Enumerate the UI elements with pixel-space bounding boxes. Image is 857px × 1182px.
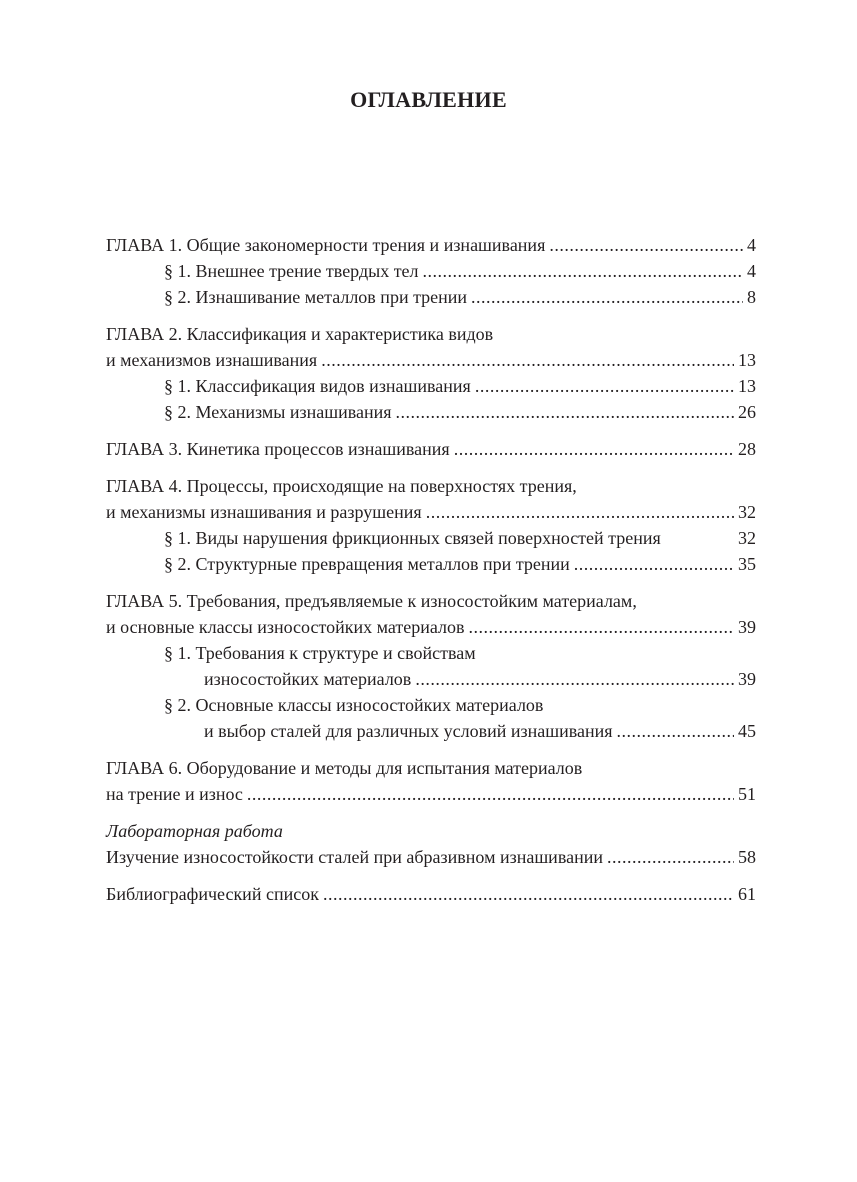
toc-entry-chapter-6[interactable]: [106, 781, 756, 807]
toc-entry-title-cont: износостойких материалов: [204, 669, 412, 689]
leader-dots: [469, 614, 734, 640]
leader-dots: [607, 844, 734, 870]
toc-page-number: 26: [738, 402, 756, 422]
toc-page-number: 28: [738, 439, 756, 459]
lab-label: Лабораторная работа: [106, 821, 283, 841]
toc-chapter-4: [106, 473, 756, 577]
toc-entry-title: § 2. Изнашивание металлов при трении: [164, 287, 468, 307]
toc-entry-section[interactable]: [106, 373, 756, 399]
toc-bibliography: [106, 881, 756, 907]
toc-entry-section[interactable]: [106, 399, 756, 425]
toc-entry-chapter-3[interactable]: [106, 436, 756, 462]
toc-entry-title: ГЛАВА 1. Общие закономерности трения и изнашивания: [106, 235, 546, 255]
toc-entry-title-cont: и выбор сталей для различных условий изнашивания: [204, 721, 613, 741]
toc-entry-chapter-2[interactable]: [106, 347, 756, 373]
toc-entry-bibliography[interactable]: [106, 881, 756, 907]
toc-page-number: 58: [738, 847, 756, 867]
toc-entry-section[interactable]: [106, 551, 756, 577]
leader-dots: [423, 258, 743, 284]
toc-page-number: 45: [738, 721, 756, 741]
toc-entry-title: § 1. Классификация видов изнашивания: [164, 376, 471, 396]
toc-entry-title: § 1. Виды нарушения фрикционных связей поверхностей трения: [164, 528, 661, 548]
toc-entry-title-cont: и основные классы износостойких материалов: [106, 617, 465, 637]
toc-entry-section[interactable]: [106, 284, 756, 310]
toc-chapter-3: [106, 436, 756, 462]
toc-entry-title: § 2. Структурные превращения металлов при трении: [164, 554, 570, 574]
toc-entry-section[interactable]: [106, 525, 756, 551]
toc-entry-title[interactable]: ГЛАВА 5. Требования, предъявляемые к износостойким материалам,: [106, 591, 637, 611]
leader-dots: [454, 436, 734, 462]
toc-page-number: 4: [747, 235, 756, 255]
toc-entry-title[interactable]: § 2. Основные классы износостойких материалов: [164, 695, 544, 715]
toc-page-number: 61: [738, 884, 756, 904]
leader-dots: [574, 551, 734, 577]
toc-page-number: 32: [738, 502, 756, 522]
toc-page-number: 13: [738, 376, 756, 396]
toc-entry-section[interactable]: [106, 666, 756, 692]
toc-page-number: 8: [747, 287, 756, 307]
toc-page-number: 39: [738, 669, 756, 689]
toc-entry-title: § 2. Механизмы изнашивания: [164, 402, 392, 422]
leader-dots: [323, 881, 734, 907]
toc-chapter-2: [106, 321, 756, 425]
leader-dots: [471, 284, 743, 310]
toc-entry-title[interactable]: ГЛАВА 4. Процессы, происходящие на поверхностях трения,: [106, 476, 577, 496]
leader-dots: [396, 399, 734, 425]
toc-chapter-5: [106, 588, 756, 744]
toc-entry-title[interactable]: ГЛАВА 6. Оборудование и методы для испытания материалов: [106, 758, 583, 778]
toc-entry-chapter-4[interactable]: [106, 499, 756, 525]
leader-dots: [549, 232, 743, 258]
toc-entry-title[interactable]: § 1. Требования к структуре и свойствам: [164, 643, 476, 663]
toc-entry-title: Изучение износостойкости сталей при абразивном изнашивании: [106, 847, 603, 867]
toc-page-number: 51: [738, 784, 756, 804]
toc-chapter-1: [106, 232, 756, 310]
toc-entry-title: Библиографический список: [106, 884, 319, 904]
toc-entry-title[interactable]: ГЛАВА 2. Классификация и характеристика видов: [106, 324, 494, 344]
toc-entry-section[interactable]: [106, 718, 756, 744]
toc-page-number: 39: [738, 617, 756, 637]
toc-entry-lab[interactable]: [106, 844, 756, 870]
toc-page-number: 35: [738, 554, 756, 574]
toc-entry-title-cont: на трение и износ: [106, 784, 243, 804]
page-title: ОГЛАВЛЕНИЕ: [350, 87, 507, 112]
leader-dots: [617, 718, 734, 744]
toc-entry-title-cont: и механизмы изнашивания и разрушения: [106, 502, 422, 522]
toc-entry-title: ГЛАВА 3. Кинетика процессов изнашивания: [106, 439, 450, 459]
leader-dots: [426, 499, 734, 525]
leader-dots: [247, 781, 734, 807]
leader-dots: [415, 666, 734, 692]
toc-entry-title: § 1. Внешнее трение твердых тел: [164, 261, 419, 281]
toc-page-number: 13: [738, 350, 756, 370]
toc-page-number: 32: [738, 528, 756, 548]
toc-entry-title-cont: и механизмов изнашивания: [106, 350, 318, 370]
toc-chapter-6: [106, 755, 756, 807]
toc-entry-section[interactable]: [106, 258, 756, 284]
toc-lab-work: [106, 818, 756, 870]
toc-entry-chapter-1[interactable]: [106, 232, 756, 258]
toc-page-number: 4: [747, 261, 756, 281]
table-of-contents: [106, 232, 756, 918]
leader-dots: [475, 373, 734, 399]
toc-entry-chapter-5[interactable]: [106, 614, 756, 640]
leader-dots: [321, 347, 734, 373]
